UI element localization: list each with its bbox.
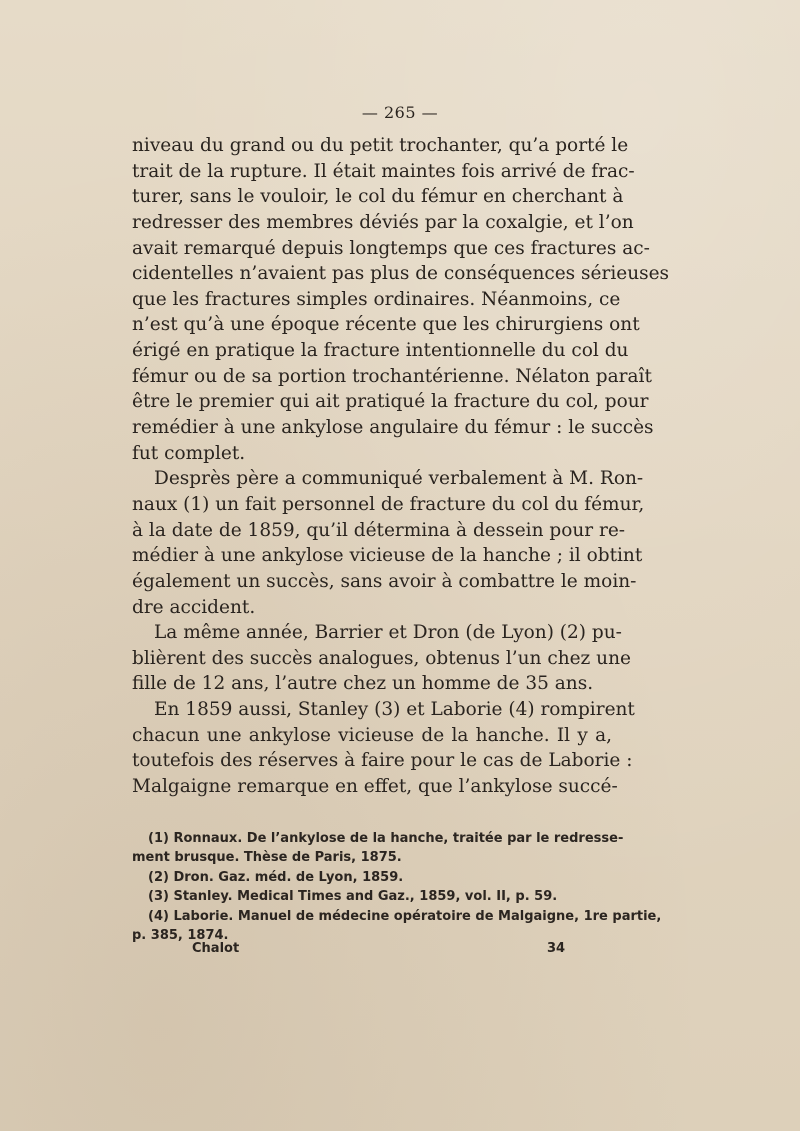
signature-mark: Chalot — [192, 941, 240, 956]
sheet-number: 34 — [547, 941, 566, 956]
body-line: dre accident. — [132, 596, 256, 618]
body-line: blièrent des succès analogues, obtenus l’un chez une — [132, 647, 631, 669]
footnote: (1) Ronnaux. De l’ankylose de la hanche, traitée par le redresse- — [148, 831, 624, 846]
body-line: En 1859 aussi, Stanley (3) et Laborie (4) rompirent — [154, 699, 635, 721]
footnote: (2) Dron. Gaz. méd. de Lyon, 1859. — [148, 869, 404, 885]
footnote: p. 385, 1874. — [132, 927, 229, 943]
footnotes — [132, 829, 662, 945]
body-line: également un succès, sans avoir à combattre le moin- — [132, 570, 637, 592]
body-line: fille de 12 ans, l’autre chez un homme de 35 ans. — [132, 673, 594, 695]
page-number: — 265 — — [361, 103, 439, 122]
body-line: médier à une ankylose vicieuse de la hanche ; il obtint — [132, 545, 643, 567]
body-line: n’est qu’à une époque récente que les chirurgiens ont — [132, 314, 640, 336]
footnote: (4) Laborie. Manuel de médecine opératoire de Malgaigne, 1re partie, — [148, 908, 662, 924]
body-line: érigé en pratique la fracture intentionnelle du col du — [132, 340, 629, 362]
body-line: redresser des membres déviés par la coxalgie, et l’on — [132, 211, 634, 233]
body-line: que les fractures simples ordinaires. Néanmoins, ce — [132, 288, 621, 310]
body-line: La même année, Barrier et Dron (de Lyon) (2) pu- — [154, 622, 622, 644]
body-line: turer, sans le vouloir, le col du fémur en cherchant à — [132, 186, 624, 208]
body-line: à la date de 1859, qu’il détermina à dessein pour re- — [132, 519, 626, 541]
body-line: chacun une ankylose vicieuse de la hanche. Il y a, — [132, 724, 612, 746]
footnote: (3) Stanley. Medical Times and Gaz., 1859, vol. II, p. 59. — [148, 889, 558, 905]
body-line: toutefois des réserves à faire pour le cas de Laborie : — [132, 750, 633, 772]
body-line: cidentelles n’avaient pas plus de conséquences sérieuses — [132, 263, 670, 285]
body-line: niveau du grand ou du petit trochanter, qu’a porté le — [132, 135, 629, 156]
body-line: Malgaigne remarque en effet, que l’ankylose succé- — [132, 776, 618, 798]
body-line: avait remarqué depuis longtemps que ces fractures ac- — [132, 237, 650, 259]
body-text — [132, 133, 670, 800]
body-line: remédier à une ankylose angulaire du fémur : le succès — [132, 417, 654, 439]
body-line: fémur ou de sa portion trochantérienne. Nélaton paraît — [132, 365, 652, 387]
body-line: trait de la rupture. Il était maintes fois arrivé de frac- — [132, 160, 635, 182]
footnote: ment brusque. Thèse de Paris, 1875. — [132, 850, 402, 866]
body-line: Desprès père a communiqué verbalement à M. Ron- — [154, 468, 644, 490]
body-line: fut complet. — [132, 442, 246, 464]
body-line: être le premier qui ait pratiqué la fracture du col, pour — [132, 391, 649, 413]
body-line: naux (1) un fait personnel de fracture du col du fémur, — [132, 493, 645, 515]
